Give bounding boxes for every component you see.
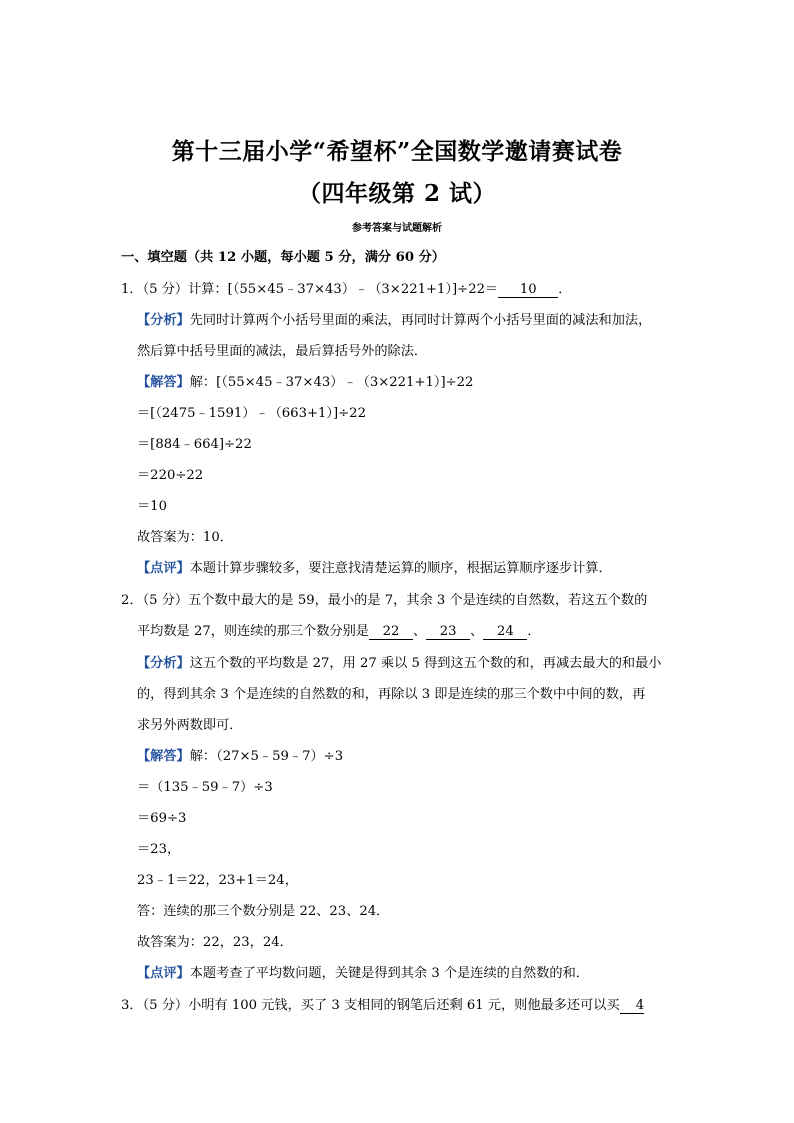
q1-comment-text: 本题计算步骤较多，要注意找清楚运算的顺序，根据运算顺序逐步计算．	[189, 561, 612, 576]
q2-comment-text: 本题考查了平均数问题，关键是得到其余 3 个是连续的自然数的和．	[189, 966, 589, 981]
page-subtitle: 参考答案与试题解析	[352, 223, 442, 234]
q2-comment	[137, 965, 589, 983]
solution-tag: 【解答】	[137, 375, 190, 390]
q3-stem-text: 3．（5 分）小明有 100 元钱，买了 3 支相同的钢笔后还剩 61 元，则他最多还可以买	[121, 998, 620, 1013]
q2-answer-blank-a: 22	[369, 624, 413, 640]
q1-stem	[121, 281, 571, 299]
separator: 、	[412, 624, 427, 639]
q1-final-answer: 故答案为：10．	[137, 530, 233, 545]
q1-step-3: ＝220÷22	[137, 468, 204, 483]
q2-analysis-text: 这五个数的平均数是 27，用 27 乘以 5 得到这五个数的和，再减去最大的和最小	[189, 656, 662, 671]
q3-stem	[121, 997, 644, 1015]
q2-stem: 2．（5 分）五个数中最大的是 59，最小的是 7，其余 3 个是连续的自然数，若这五个数的	[121, 593, 648, 608]
analysis-tag: 【分析】	[137, 656, 190, 671]
q1-comment	[137, 560, 612, 578]
q2-step-4: 23﹣1＝22，23+1＝24，	[137, 873, 298, 888]
q2-solution	[137, 748, 343, 766]
q1-solution-text: 解：[（55×45﹣37×43）﹣（3×221+1）]÷22	[189, 375, 474, 390]
q2-analysis-cont2: 求另外两数即可．	[137, 718, 243, 733]
comment-tag: 【点评】	[137, 561, 190, 576]
analysis-tag: 【分析】	[137, 313, 190, 328]
separator: 、	[470, 624, 484, 639]
q2-stem-text: 平均数是 27，则连续的那三个数分别是	[137, 624, 369, 639]
q2-stem-end: ．	[527, 624, 541, 639]
q1-analysis-cont: 然后算中括号里面的减法，最后算括号外的除法．	[137, 344, 428, 359]
page-title: 第十三届小学“希望杯”全国数学邀请赛试卷	[171, 138, 623, 165]
q2-analysis	[137, 655, 661, 673]
q1-analysis	[137, 312, 651, 330]
section-heading: 一、填空题（共 12 小题，每小题 5 分，满分 60 分）	[121, 250, 445, 265]
q2-solution-text: 解：（27×5﹣59﹣7）÷3	[189, 749, 344, 764]
q2-final-answer: 故答案为：22，23，24．	[137, 935, 293, 950]
q2-step-2: ＝69÷3	[137, 811, 187, 826]
q2-answer-sentence: 答：连续的那三个数分别是 22、23、24．	[137, 904, 390, 919]
q1-stem-end: ．	[558, 282, 572, 297]
q2-analysis-cont: 的，得到其余 3 个是连续的自然数的和，再除以 3 即是连续的那三个数中中间的数，再	[137, 687, 646, 702]
solution-tag: 【解答】	[137, 749, 190, 764]
q2-answer-blank-b: 23	[426, 624, 470, 640]
q3-answer-blank: 4	[620, 998, 644, 1014]
comment-tag: 【点评】	[137, 966, 190, 981]
q1-solution	[137, 374, 473, 392]
q2-answer-blank-c: 24	[483, 624, 527, 640]
q1-answer-blank: 10	[498, 282, 558, 298]
q1-analysis-text: 先同时计算两个小括号里面的乘法，再同时计算两个小括号里面的减法和加法，	[189, 313, 652, 328]
q1-step-2: ＝[884﹣664]÷22	[137, 437, 252, 452]
q2-step-1: ＝（135﹣59﹣7）÷3	[137, 780, 273, 795]
q1-step-1: ＝[（2475﹣1591）﹣（663+1）]÷22	[137, 406, 366, 421]
q1-step-4: ＝10	[137, 499, 167, 514]
page-title-grade: （四年级第 2 试）	[297, 180, 497, 207]
q2-stem-cont	[137, 623, 541, 641]
q1-stem-text: 1．（5 分）计算：[（55×45﹣37×43）﹣（3×221+1）]÷22＝	[121, 282, 499, 297]
q2-step-3: ＝23，	[137, 842, 181, 857]
